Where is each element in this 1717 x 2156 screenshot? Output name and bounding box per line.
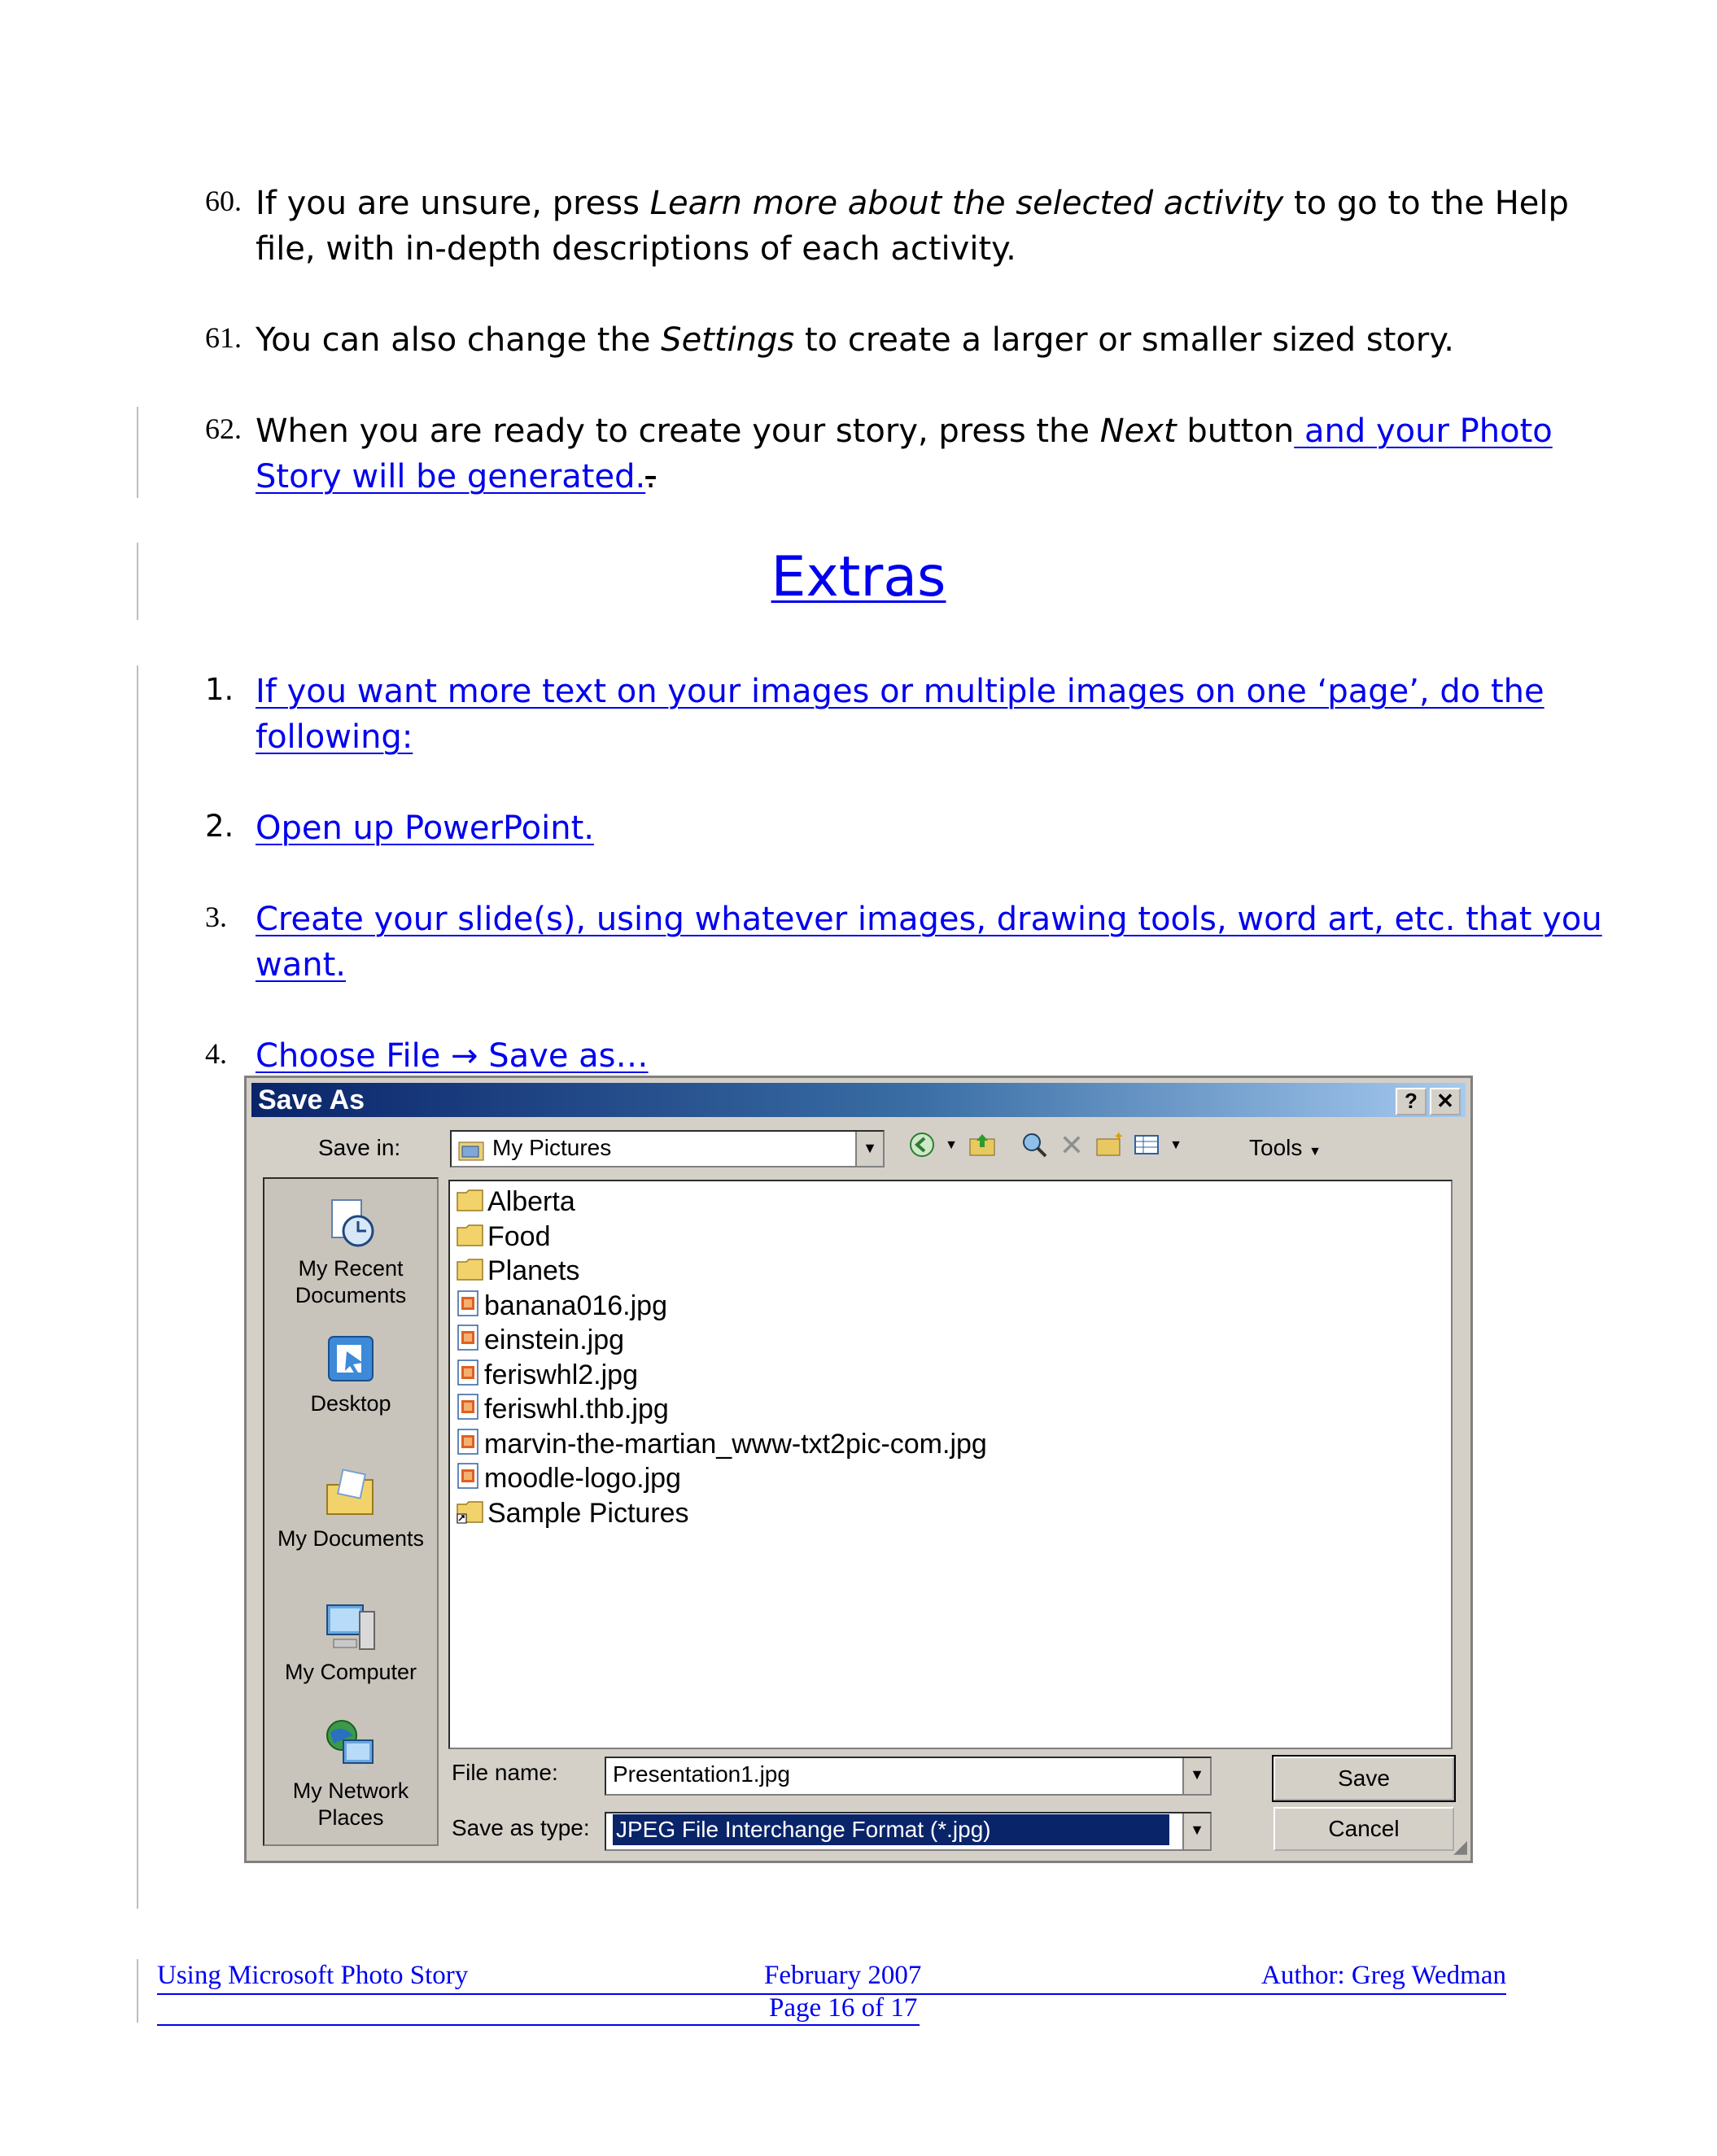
back-icon[interactable] bbox=[907, 1131, 937, 1160]
file-name: Food bbox=[487, 1220, 551, 1252]
file-name: feriswhl.thb.jpg bbox=[484, 1394, 669, 1425]
dialog-title: Save As bbox=[258, 1085, 365, 1115]
list-number: 3. bbox=[205, 901, 227, 933]
place-my-recent-documents[interactable]: My Recent Documents bbox=[264, 1195, 437, 1309]
file-list-item[interactable] bbox=[457, 1461, 681, 1495]
list-item-text: file, with in-depth descriptions of each activity. bbox=[256, 230, 1016, 268]
delete-icon[interactable]: ✕ bbox=[1059, 1128, 1085, 1162]
image-file-icon bbox=[457, 1290, 481, 1325]
list-item-text: If you want more text on your images or multiple images on one ‘page’, do the bbox=[256, 673, 1544, 710]
file-list-item[interactable] bbox=[457, 1358, 638, 1392]
file-list-item[interactable] bbox=[457, 1427, 987, 1461]
change-bar bbox=[137, 666, 138, 1909]
file-list bbox=[448, 1180, 1453, 1749]
chevron-down-icon: ▼ bbox=[1309, 1145, 1322, 1159]
list-item-text: following: bbox=[256, 718, 413, 756]
list-item-text: When you are ready to create your story, press the Next button and your Photo bbox=[256, 412, 1553, 450]
image-file-icon bbox=[457, 1428, 481, 1464]
list-item-text: Create your slide(s), using whatever images, drawing tools, word art, etc. that you bbox=[256, 901, 1602, 938]
file-name: marvin-the-martian_www-txt2pic-com.jpg bbox=[484, 1428, 987, 1460]
close-button[interactable]: ✕ bbox=[1430, 1088, 1461, 1115]
file-name: einstein.jpg bbox=[484, 1325, 625, 1355]
list-item-text: Open up PowerPoint. bbox=[256, 810, 594, 847]
file-list-item[interactable] bbox=[457, 1254, 579, 1288]
places-bar bbox=[263, 1177, 439, 1846]
save-type-dropdown[interactable]: JPEG File Interchange Format (*.jpg) ▼ bbox=[605, 1812, 1212, 1851]
file-list-item[interactable] bbox=[457, 1185, 575, 1219]
folder-icon bbox=[457, 1221, 484, 1255]
file-name: Sample Pictures bbox=[487, 1497, 689, 1529]
file-name-input[interactable]: Presentation1.jpg ▼ bbox=[605, 1757, 1212, 1796]
save-in-label: Save in: bbox=[318, 1135, 401, 1160]
network-icon bbox=[322, 1717, 379, 1774]
image-file-icon bbox=[457, 1393, 481, 1429]
list-item-text: If you are unsure, press Learn more about the selected activity to go to the Help bbox=[256, 185, 1569, 222]
place-desktop[interactable]: Desktop bbox=[264, 1330, 437, 1417]
file-list-item[interactable] bbox=[457, 1220, 551, 1254]
change-bar bbox=[137, 1959, 138, 2023]
image-file-icon bbox=[457, 1462, 481, 1498]
save-button[interactable]: Save bbox=[1274, 1757, 1454, 1800]
list-item-text: You can also change the Settings to create a larger or smaller sized story. bbox=[256, 321, 1454, 359]
svg-text:✦: ✦ bbox=[1113, 1130, 1125, 1144]
file-list-item[interactable] bbox=[457, 1289, 667, 1323]
list-number: 61. bbox=[205, 321, 242, 354]
footer-line-1 bbox=[157, 1961, 1506, 1995]
list-number: 1. bbox=[205, 672, 234, 707]
desktop-icon bbox=[322, 1330, 379, 1387]
file-list-item[interactable] bbox=[457, 1496, 689, 1530]
footer-page-number: Page 16 of 17 bbox=[769, 1993, 918, 2023]
folder-shortcut-icon bbox=[457, 1498, 484, 1532]
up-folder-icon[interactable] bbox=[968, 1131, 997, 1160]
footer-date: February 2007 bbox=[764, 1961, 922, 1990]
image-file-icon bbox=[457, 1324, 481, 1360]
list-item-text: Choose File → Save as… bbox=[256, 1037, 649, 1075]
computer-icon bbox=[322, 1599, 379, 1656]
footer-author: Author: Greg Wedman bbox=[1261, 1961, 1506, 1990]
file-name: Planets bbox=[487, 1255, 580, 1286]
file-name: moodle-logo.jpg bbox=[484, 1463, 681, 1494]
resize-grip-icon[interactable]: ◢ bbox=[1453, 1836, 1467, 1857]
save-in-dropdown[interactable]: My Pictures ▼ bbox=[450, 1130, 885, 1167]
list-item-text: want. bbox=[256, 946, 346, 984]
file-name-label: File name: bbox=[452, 1760, 558, 1785]
search-web-icon[interactable] bbox=[1020, 1131, 1049, 1160]
change-bar bbox=[137, 407, 138, 498]
image-file-icon bbox=[457, 1359, 481, 1394]
save-as-dialog bbox=[244, 1076, 1473, 1863]
new-folder-icon[interactable] bbox=[1094, 1131, 1124, 1160]
place-my-documents[interactable]: My Documents bbox=[264, 1465, 437, 1552]
views-dropdown-icon[interactable]: ▼ bbox=[1169, 1138, 1182, 1152]
file-name: banana016.jpg bbox=[484, 1290, 668, 1321]
list-number: 62. bbox=[205, 412, 242, 445]
chevron-down-icon[interactable]: ▼ bbox=[1182, 1758, 1210, 1794]
tools-menu[interactable]: Tools ▼ bbox=[1249, 1135, 1322, 1160]
recent-documents-icon bbox=[322, 1195, 379, 1252]
folder-icon bbox=[457, 1255, 484, 1290]
place-my-computer[interactable]: My Computer bbox=[264, 1599, 437, 1686]
list-number: 60. bbox=[205, 185, 242, 217]
list-number: 4. bbox=[205, 1037, 227, 1070]
list-number: 2. bbox=[205, 809, 234, 844]
help-button[interactable]: ? bbox=[1396, 1088, 1426, 1115]
footer-doc-title: Using Microsoft Photo Story bbox=[157, 1961, 469, 1990]
section-heading: Extras bbox=[771, 545, 946, 609]
file-list-item[interactable] bbox=[457, 1392, 669, 1426]
my-documents-icon bbox=[322, 1465, 379, 1522]
views-icon[interactable] bbox=[1132, 1131, 1161, 1160]
place-my-network-places[interactable]: My Network Places bbox=[264, 1717, 437, 1831]
file-name: feriswhl2.jpg bbox=[484, 1359, 638, 1390]
save-type-label: Save as type: bbox=[452, 1815, 590, 1840]
footer-line-2 bbox=[157, 1993, 920, 2026]
back-dropdown-icon[interactable]: ▼ bbox=[945, 1138, 958, 1152]
cancel-button[interactable]: Cancel bbox=[1274, 1807, 1454, 1851]
file-list-item[interactable] bbox=[457, 1323, 624, 1357]
folder-icon bbox=[458, 1138, 486, 1161]
chevron-down-icon[interactable]: ▼ bbox=[855, 1132, 883, 1166]
dialog-titlebar bbox=[251, 1083, 1466, 1117]
folder-icon bbox=[457, 1186, 484, 1220]
list-item-text: Story will be generated.. bbox=[256, 458, 656, 495]
file-name: Alberta bbox=[487, 1186, 575, 1217]
chevron-down-icon[interactable]: ▼ bbox=[1182, 1813, 1210, 1849]
